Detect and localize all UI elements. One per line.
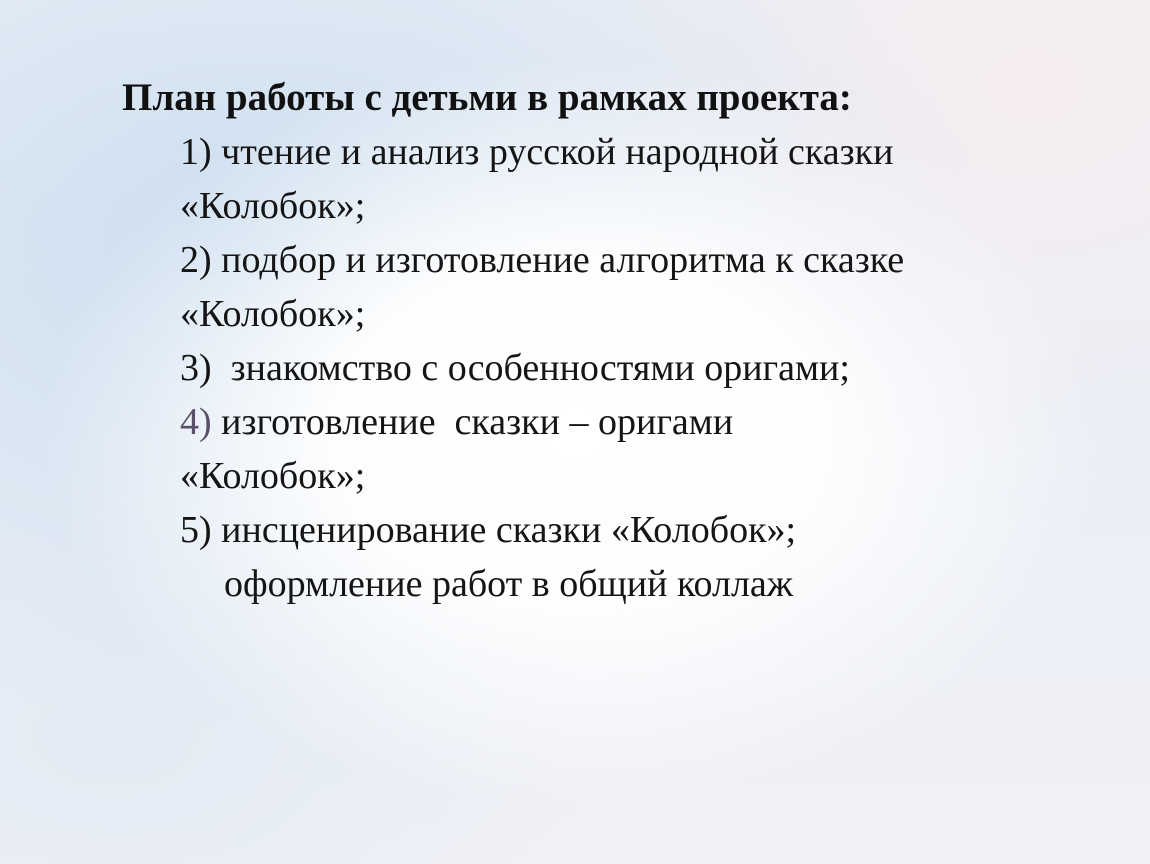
item-text: чтение и анализ русской народной сказки: [221, 131, 894, 173]
list-item-1: [180, 125, 904, 179]
item-number: 4): [180, 401, 212, 443]
item-text: изготовление сказки – оригами: [221, 401, 734, 443]
item-number: 5): [180, 509, 212, 551]
item-text: инсценирование сказки «Колобок»;: [221, 509, 797, 551]
list-item-4: [180, 395, 904, 449]
item-number: 1): [180, 131, 212, 173]
list-item-5: [180, 503, 904, 557]
slide-title: План работы с детьми в рамках проекта:: [122, 76, 852, 119]
list-item-4-continuation: «Колобок»;: [180, 455, 366, 497]
item-text: подбор и изготовление алгоритма к сказке: [221, 239, 905, 281]
list-item-1-continuation: «Колобок»;: [180, 185, 366, 227]
list-item-2: [180, 233, 904, 287]
item-number: 3): [180, 347, 212, 389]
item-number: 2): [180, 239, 212, 281]
list-item-5-continuation: оформление работ в общий коллаж: [224, 563, 794, 605]
item-text: знакомство с особенностями оригами;: [221, 347, 850, 389]
list-item-3: [180, 341, 904, 395]
list-item-2-continuation: «Колобок»;: [180, 293, 366, 335]
plan-list: [180, 125, 904, 611]
